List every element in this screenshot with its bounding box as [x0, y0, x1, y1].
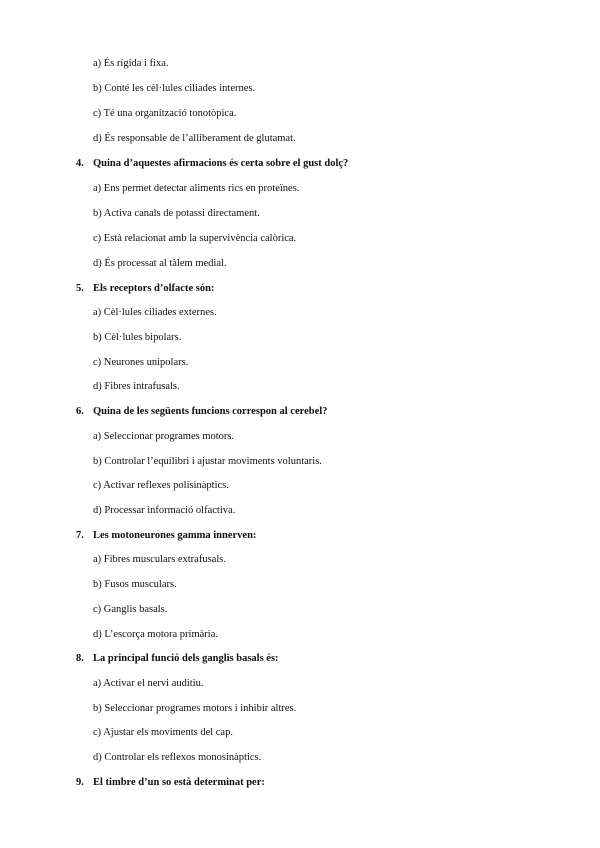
option-5b: b) Cèl·lules bipolars. — [93, 332, 182, 343]
question-text: Les motoneurones gamma innerven: — [93, 530, 257, 541]
question-text: Quina d’aquestes afirmacions és certa sobre el gust dolç? — [93, 158, 349, 169]
option-7a: a) Fibres musculars extrafusals. — [93, 554, 226, 565]
option-4d: d) És processat al tàlem medial. — [93, 258, 227, 269]
option-7c: c) Ganglis basals. — [93, 604, 168, 615]
option-3b: b) Conté les cèl·lules ciliades internes. — [93, 83, 256, 94]
option-3d: d) És responsable de l’alliberament de glutamat. — [93, 133, 296, 144]
question-text: Els receptors d’olfacte són: — [93, 283, 215, 294]
question-text: Quina de les següents funcions correspon al cerebel? — [93, 406, 328, 417]
option-6a: a) Seleccionar programes motors. — [93, 431, 235, 442]
option-6b: b) Controlar l’equilibri i ajustar moviments voluntaris. — [93, 456, 322, 467]
option-8d: d) Controlar els reflexos monosinàptics. — [93, 752, 262, 763]
option-8a: a) Activar el nervi auditiu. — [93, 678, 204, 689]
option-7d: d) L’escorça motora primària. — [93, 629, 218, 640]
question-9 — [76, 777, 265, 789]
question-number: 5. — [76, 283, 84, 294]
question-number: 9. — [76, 777, 84, 788]
option-5a: a) Cèl·lules ciliades externes. — [93, 307, 217, 318]
option-8b: b) Seleccionar programes motors i inhibir altres. — [93, 703, 297, 714]
question-number: 8. — [76, 653, 84, 664]
option-5d: d) Fibres intrafusals. — [93, 381, 180, 392]
option-3c: c) Té una organització tonotòpica. — [93, 108, 237, 119]
option-5c: c) Neurones unipolars. — [93, 357, 189, 368]
option-4c: c) Està relacionat amb la supervivència calòrica. — [93, 233, 297, 244]
question-number: 4. — [76, 158, 84, 169]
option-4a: a) Ens permet detectar aliments rics en proteïnes. — [93, 183, 300, 194]
question-number: 6. — [76, 406, 84, 417]
option-4b: b) Activa canals de potassi directament. — [93, 208, 260, 219]
question-6 — [76, 406, 327, 418]
question-4 — [76, 158, 348, 170]
option-6d: d) Processar informació olfactiva. — [93, 505, 236, 516]
question-number: 7. — [76, 530, 84, 541]
option-8c: c) Ajustar els moviments del cap. — [93, 727, 233, 738]
question-text: La principal funció dels ganglis basals és: — [93, 653, 279, 664]
question-5 — [76, 283, 214, 295]
option-6c: c) Activar reflexes polisinàptics. — [93, 480, 229, 491]
option-7b: b) Fusos musculars. — [93, 579, 177, 590]
option-3a: a) És rígida i fixa. — [93, 58, 169, 69]
question-7 — [76, 530, 256, 542]
question-8 — [76, 653, 279, 665]
question-text: El timbre d’un so està determinat per: — [93, 777, 265, 788]
